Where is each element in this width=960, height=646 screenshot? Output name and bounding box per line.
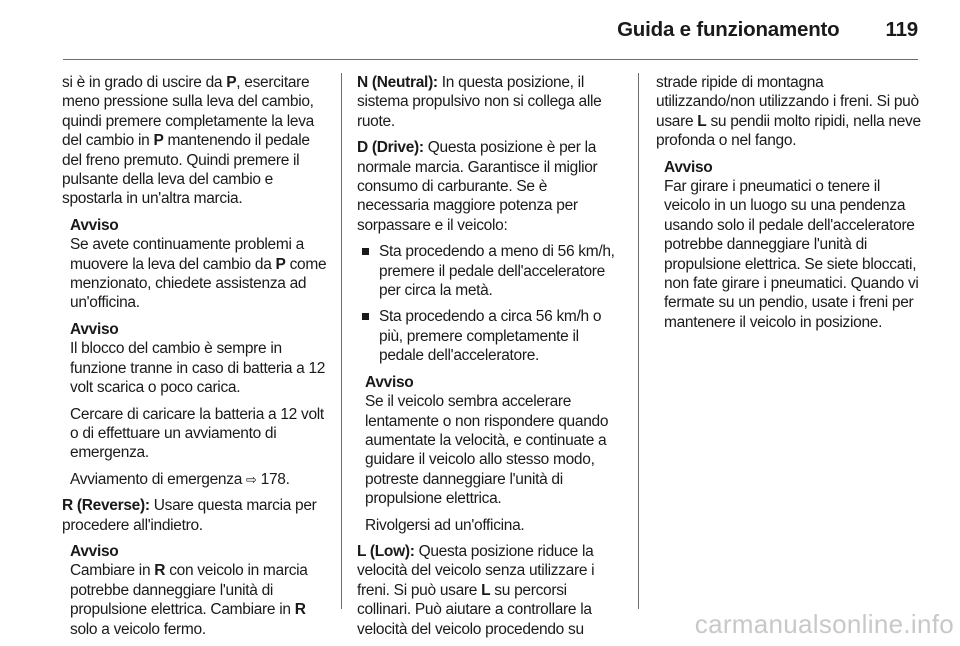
- intro-paragraph: si è in grado di uscire da P, esercitare meno pressione sulla leva del cambio, quindi premere completamente la leva del cambio in P mantenendo il pedale del freno premuto. Quindi premere il pulsante della leva del cambio e spostarla in un'altra marcia.: [62, 74, 314, 208]
- note-text: Se il veicolo sembra accelerare lentamente o non rispondere quando aumentate la velocità, e continuate a guidare il veicolo allo stesso modo, potreste danneggiare l'unità di propulsione elettrica.: [365, 393, 609, 508]
- cross-reference[interactable]: Avviamento di emergenza ⇨ 178.: [70, 470, 290, 488]
- note-title: Avviso: [70, 542, 119, 560]
- note-1: [62, 216, 328, 313]
- note-title: Avviso: [70, 216, 119, 234]
- note-title: Avviso: [664, 158, 713, 176]
- note-3: [62, 542, 328, 639]
- watermark: carmanualsonline.info: [694, 609, 954, 639]
- note-text: Se avete continuamente problemi a muovere la leva del cambio da P come menzionato, chiedete assistenza ad un'officina.: [70, 236, 327, 312]
- page-reference-arrow-icon: ⇨: [246, 471, 257, 487]
- note-5: [656, 158, 922, 333]
- page-header: [617, 18, 918, 42]
- list-item: Sta procedendo a circa 56 km/h o più, premere completamente il pedale dell'acceleratore.: [357, 307, 623, 365]
- header-title: Guida e funzionamento: [617, 18, 840, 41]
- list-item: Sta procedendo a meno di 56 km/h, premere il pedale dell'acceleratore per circa la metà.: [357, 242, 623, 300]
- bullet-square-icon: [362, 248, 369, 255]
- column-3: [656, 73, 922, 339]
- page-number: 119: [885, 18, 918, 41]
- note-text: Il blocco del cambio è sempre in funzione tranne in caso di batteria a 12 volt scarica o poco carica.: [70, 340, 326, 397]
- note-text: Rivolgersi ad un'officina.: [365, 516, 525, 534]
- note-text: Cambiare in R con veicolo in marcia potrebbe danneggiare l'unità di propulsione elettrica. Cambiare in R solo a veicolo fermo.: [70, 562, 308, 638]
- column-divider: [341, 73, 342, 609]
- drive-paragraph: D (Drive): Questa posizione è per la normale marcia. Garantisce il miglior consumo di carburante. Se è necessaria maggiore potenza per sorpassare e il veicolo:: [357, 139, 598, 234]
- column-divider: [638, 73, 639, 609]
- column-2: [357, 73, 623, 646]
- reverse-paragraph: R (Reverse): Usare questa marcia per procedere all'indietro.: [62, 497, 317, 534]
- note-2: [62, 320, 328, 489]
- note-text: Far girare i pneumatici o tenere il veicolo in un luogo su una pendenza usando solo il pedale dell'acceleratore potrebbe danneggiare l'unità di propulsione elettrica. Se siete bloccati, non fate girare i pneumatici. Quando vi fermate su un pendio, usate i freni per mantenere il veicolo in posizione.: [664, 178, 919, 331]
- low-paragraph: L (Low): Questa posizione riduce la velocità del veicolo senza utilizzare i freni. Si può usare L su percorsi collinari. Può aiutare a controllare la velocità del veicolo procedendo su: [357, 542, 595, 638]
- header-rule: [63, 59, 918, 60]
- low-continued-paragraph: strade ripide di montagna utilizzando/non utilizzando i freni. Si può usare L su pendii molto ripidi, nella neve profonda o nel fango.: [656, 74, 921, 150]
- note-title: Avviso: [365, 373, 414, 391]
- note-text: Cercare di caricare la batteria a 12 volt o di effettuare un avviamento di emergenza.: [70, 405, 324, 462]
- note-title: Avviso: [70, 320, 119, 338]
- column-1: [62, 73, 328, 646]
- neutral-paragraph: N (Neutral): In questa posizione, il sistema propulsivo non si collega alle ruote.: [357, 74, 602, 130]
- note-4: [357, 373, 623, 535]
- bullet-square-icon: [362, 313, 369, 320]
